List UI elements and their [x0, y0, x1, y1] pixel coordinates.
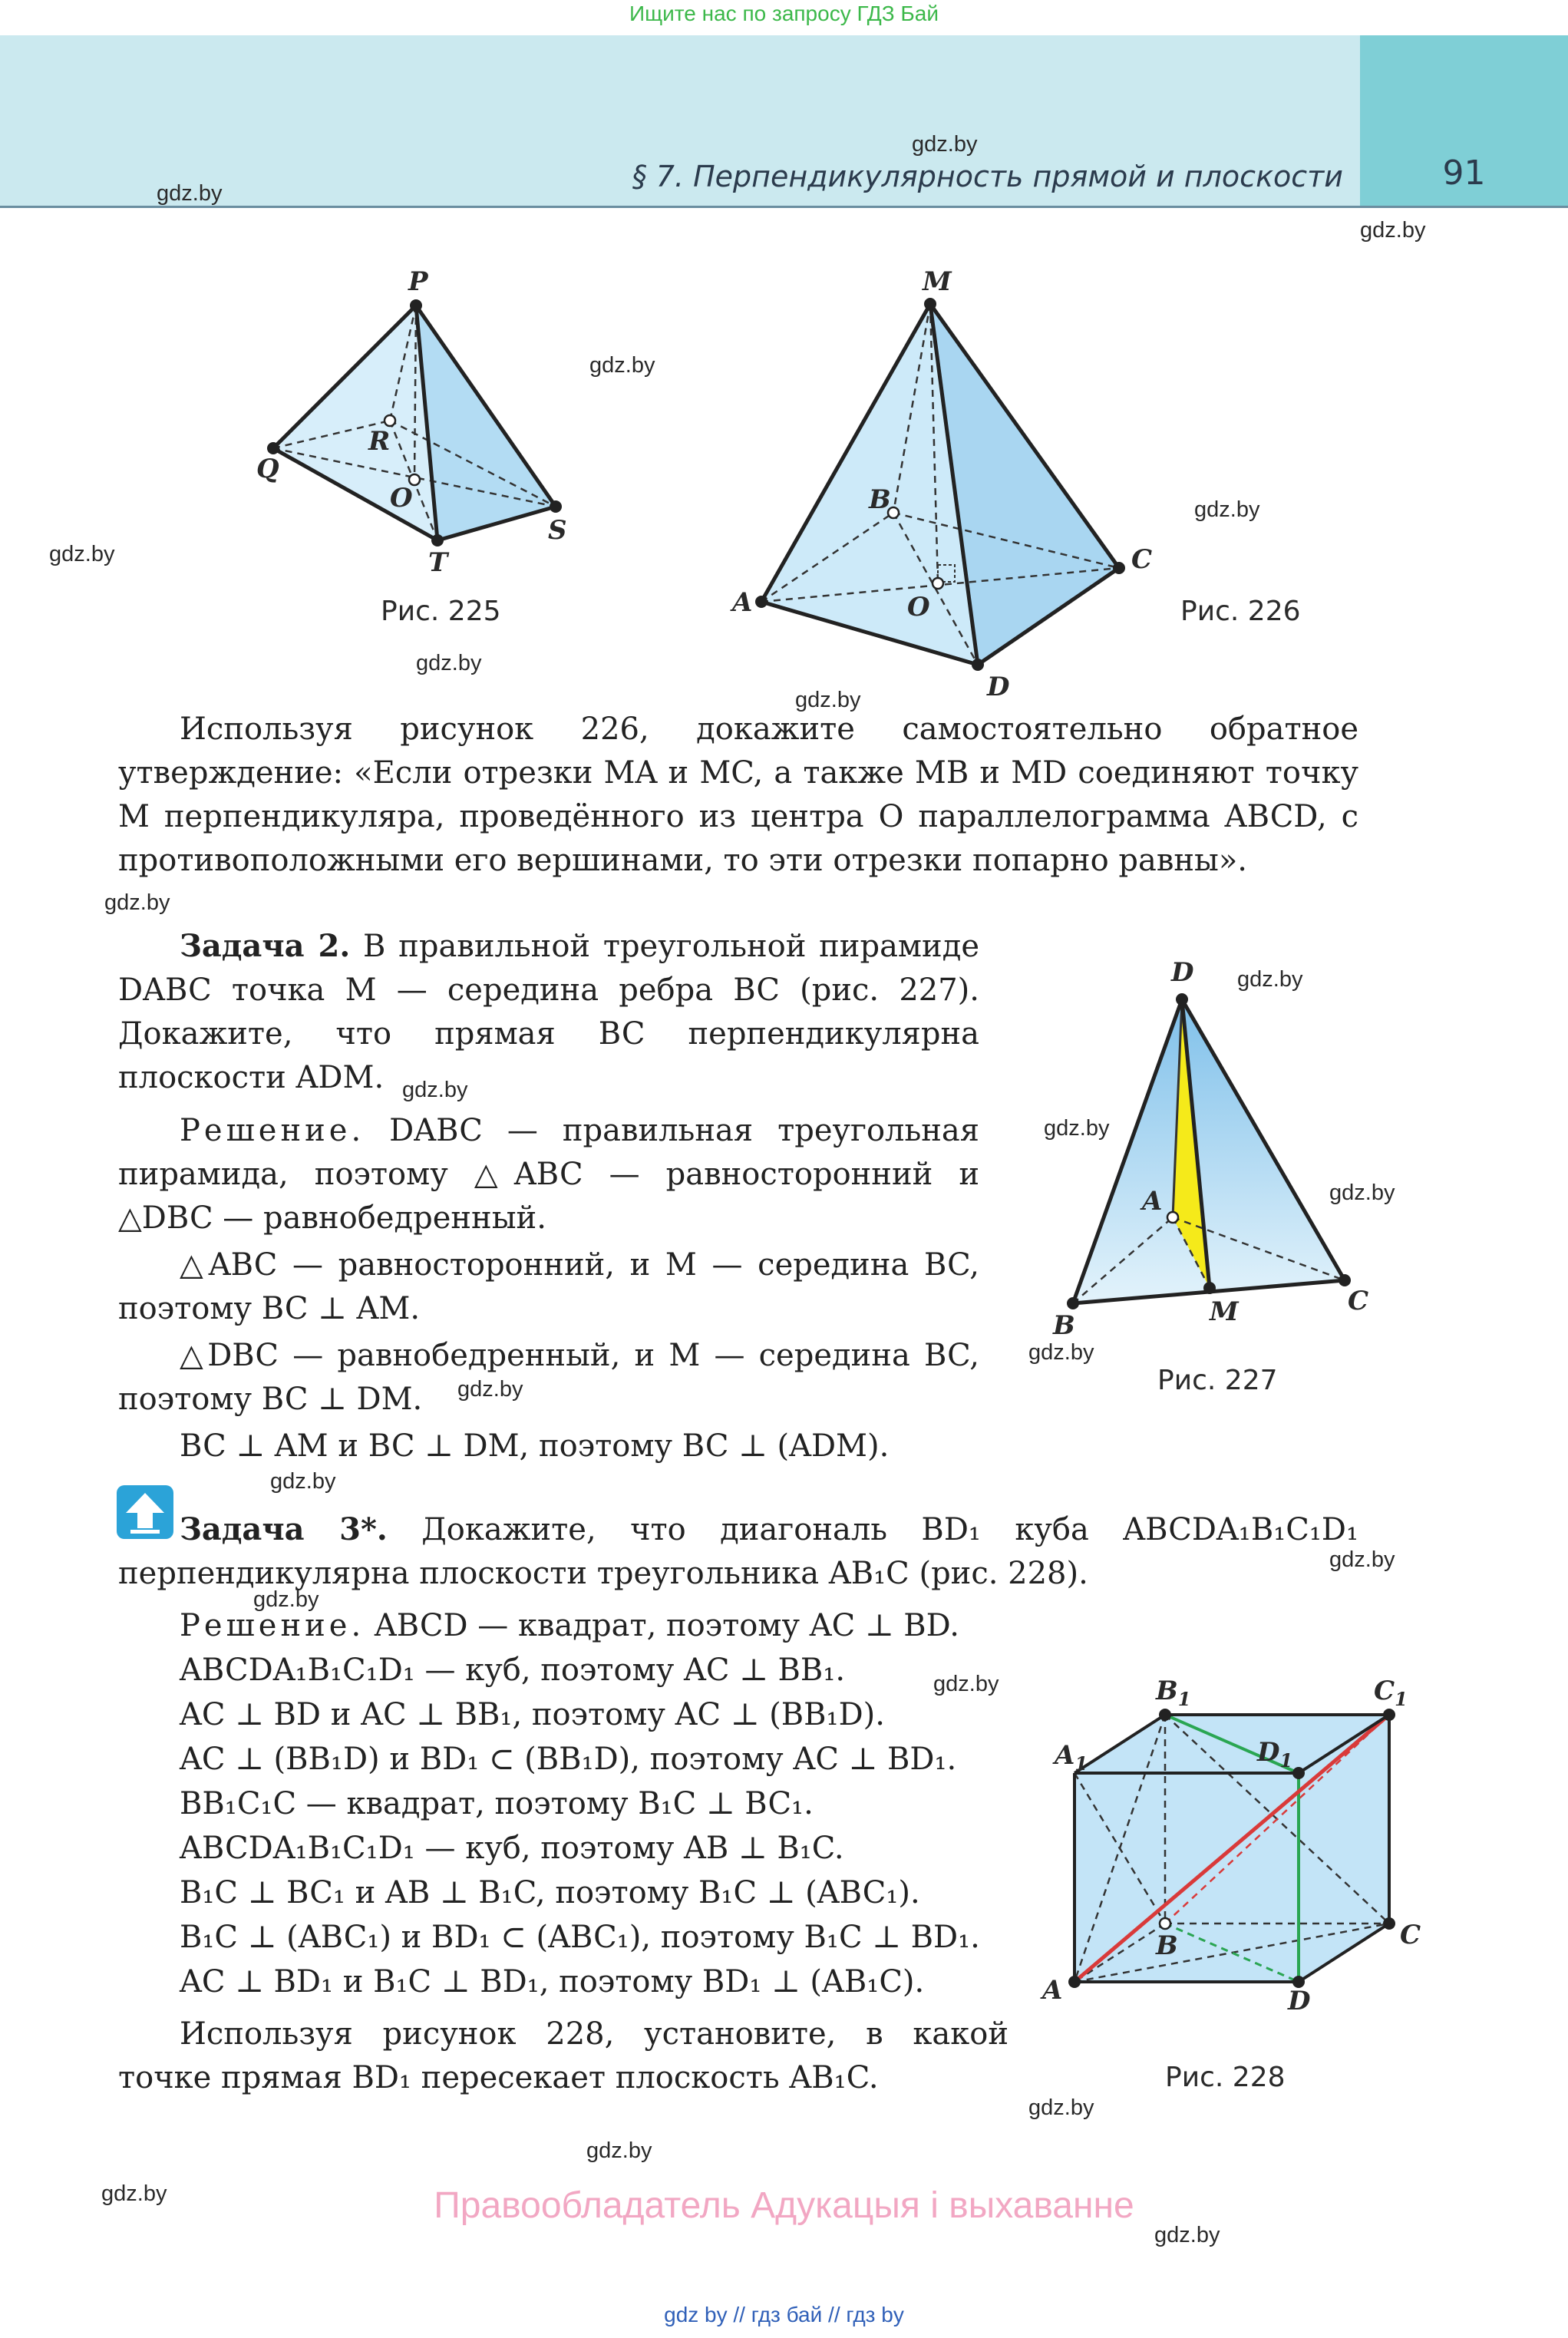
fig228-point-C [1383, 1917, 1395, 1930]
watermark: gdz.by [253, 1587, 319, 1612]
fig226-point-C [1113, 562, 1125, 574]
fig228-label-A1: $A_1$ [1055, 1740, 1088, 1775]
converse-paragraph [118, 708, 1358, 883]
fig226-point-D [972, 659, 984, 671]
fig228-caption: Рис. 228 [1165, 2062, 1286, 2093]
fig227-point-M [1203, 1282, 1216, 1294]
task3-heading: Задача 3*. [180, 1511, 388, 1547]
task3-final-text: Используя рисунок 228, установите, в какой точке прямая BD₁ пересекает плоскость AB₁C. [118, 2016, 1008, 2095]
fig227-label-D: D [1171, 959, 1194, 988]
fig228-label-C1: $C_1$ [1374, 1676, 1408, 1710]
fig227-point-A [1167, 1212, 1178, 1223]
watermark: gdz.by [1194, 497, 1260, 522]
fig226-point-O [933, 578, 943, 589]
fig228-label-D1: $D_1$ [1257, 1737, 1293, 1772]
task2-block [118, 924, 979, 1468]
fig225-label-O: O [390, 483, 413, 514]
fig228-label-A: A [1042, 1975, 1063, 2006]
fig225-point-T [431, 534, 444, 547]
watermark: gdz.by [416, 651, 482, 675]
task2-step-1: DABC — правильная треугольная пирамида, поэтому △ABC — равносторонний и △DBC — равнобедренный. [118, 1113, 979, 1236]
figure-227 [1044, 959, 1397, 1343]
task3-body: Докажите, что диагональ BD₁ куба ABCDA₁B₁C₁D₁ перпендикулярна плоскости треугольника AB₁C (рис. 228). [118, 1512, 1359, 1591]
task3-step-1: ABCD — квадрат, поэтому AC ⊥ BD. [374, 1608, 960, 1643]
fig228-point-D1 [1292, 1767, 1305, 1779]
figure-226 [721, 261, 1197, 706]
fig227-point-B [1067, 1297, 1079, 1309]
fig225-label-T: T [428, 547, 448, 578]
fig225-face-right [416, 305, 556, 540]
task2-solution-label: Решение. [180, 1113, 365, 1148]
watermark: gdz.by [270, 1469, 336, 1494]
watermark: gdz.by [589, 353, 655, 378]
fig226-label-C: C [1131, 544, 1153, 575]
fig226-label-B: B [869, 484, 891, 515]
fig227-caption: Рис. 227 [1157, 1365, 1278, 1396]
header-divider [0, 206, 1568, 208]
watermark: gdz.by [402, 1078, 468, 1102]
fig227-label-B: B [1053, 1310, 1075, 1341]
fig226-label-A: A [732, 587, 753, 618]
fig225-label-Q: Q [256, 454, 279, 484]
task2-step-2: △ABC — равносторонний, и M — середина BC, поэтому BC ⊥ AM. [118, 1247, 979, 1326]
task3-step-4: AC ⊥ (BB₁D) и BD₁ ⊂ (BB₁D), поэтому AC ⊥ BD₁. [180, 1742, 957, 1777]
task3-step-7: B₁C ⊥ BC₁ и AB ⊥ B₁C, поэтому B₁C ⊥ (ABC₁). [180, 1875, 920, 1910]
watermark: gdz.by [1329, 1181, 1395, 1205]
task3-final-question [118, 2013, 1008, 2100]
fig226-point-M [924, 298, 936, 310]
fig225-point-Q [267, 442, 279, 454]
footer-links[interactable]: gdz by // гдз бай // гдз by [664, 2303, 904, 2326]
task3-step-6: ABCDA₁B₁C₁D₁ — куб, поэтому AB ⊥ B₁C. [180, 1831, 844, 1866]
watermark: gdz.by [1329, 1547, 1395, 1572]
fig225-label-R: R [368, 426, 391, 457]
fig226-label-D: D [987, 672, 1010, 702]
fig228-point-B [1160, 1918, 1170, 1929]
fig228-point-A [1068, 1976, 1081, 1988]
watermark: gdz.by [1044, 1116, 1110, 1141]
task3-solution [118, 1604, 1016, 2004]
fig225-label-P: P [408, 266, 428, 297]
watermark: gdz.by [1028, 2095, 1094, 2120]
fig227-point-D [1176, 993, 1188, 1006]
task2-heading: Задача 2. [180, 928, 351, 964]
figure-228 [1036, 1666, 1435, 2019]
task2-step-4: BC ⊥ AM и BC ⊥ DM, поэтому BC ⊥ (ADM). [180, 1428, 890, 1464]
converse-text: Используя рисунок 226, докажите самостоятельно обратное утверждение: «Если отрезки MA и MC, а также MB и MD соединяют точку M перпендикуляра, проведённого из центра O параллелограмма ABCD, с противоположными его вершинами, то эти отрезки попарно равны». [118, 712, 1358, 878]
copyright-owner: Правообладатель Адукацыя і выхаванне [434, 2185, 1134, 2226]
watermark: gdz.by [104, 890, 170, 915]
fig227-label-A: A [1142, 1186, 1163, 1217]
fig228-label-C: C [1400, 1920, 1421, 1950]
task2-step-3: △DBC — равнобедренный, и M — середина BC, поэтому BC ⊥ DM. [118, 1338, 979, 1417]
task3-step-8: B₁C ⊥ (ABC₁) и BD₁ ⊂ (ABC₁), поэтому B₁C ⊥ BD₁. [180, 1920, 980, 1955]
fig227-label-C: C [1348, 1286, 1369, 1316]
fig227-point-C [1339, 1274, 1351, 1286]
fig228-label-B1: $B_1$ [1156, 1676, 1191, 1710]
page-number: 91 [1442, 154, 1486, 193]
fig225-caption: Рис. 225 [381, 596, 501, 627]
task3-block [118, 1507, 1358, 1596]
fig225-label-S: S [548, 515, 567, 546]
fig228-point-B1 [1159, 1709, 1171, 1721]
task3-step-2: ABCDA₁B₁C₁D₁ — куб, поэтому AC ⊥ BB₁. [180, 1653, 846, 1688]
task3-step-9: AC ⊥ BD₁ и B₁C ⊥ BD₁, поэтому BD₁ ⊥ (AB₁C). [180, 1964, 925, 2000]
fig228-label-B: B [1156, 1930, 1178, 1961]
watermark: gdz.by [1360, 218, 1426, 243]
fig226-point-A [755, 596, 767, 608]
watermark: gdz.by [1237, 967, 1303, 992]
watermark: gdz.by [912, 132, 978, 157]
fig228-label-D: D [1288, 1986, 1311, 2016]
task3-step-5: BB₁C₁C — квадрат, поэтому B₁C ⊥ BC₁. [180, 1786, 814, 1821]
fig226-label-O: O [907, 592, 930, 622]
fig226-caption: Рис. 226 [1180, 596, 1301, 627]
fig225-point-P [410, 299, 422, 312]
watermark: gdz.by [157, 181, 223, 206]
watermark: gdz.by [1154, 2223, 1220, 2247]
section-title: § 7. Перпендикулярность прямой и плоскости [632, 160, 1343, 193]
watermark: gdz.by [586, 2138, 652, 2163]
watermark: gdz.by [101, 2181, 167, 2206]
fig225-point-S [550, 500, 562, 513]
top-search-link[interactable]: Ищите нас по запросу ГДЗ Бай [629, 2, 939, 25]
watermark: gdz.by [795, 688, 861, 712]
task2-body: В правильной треугольной пирамиде DABC точка M — середина ребра BC (рис. 227). Докажите, что прямая BC перпендикулярна плоскости ADM. [118, 929, 979, 1095]
watermark: gdz.by [49, 542, 115, 566]
watermark: gdz.by [1028, 1340, 1094, 1365]
task3-solution-label: Решение. [180, 1608, 365, 1643]
fig228-point-C1 [1383, 1709, 1395, 1721]
watermark: gdz.by [457, 1377, 523, 1402]
fig226-label-M: M [923, 266, 952, 297]
task3-step-3: AC ⊥ BD и AC ⊥ BB₁, поэтому AC ⊥ (BB₁D). [180, 1697, 885, 1732]
fig227-label-M: M [1210, 1296, 1239, 1327]
figure-225 [230, 261, 599, 583]
watermark: gdz.by [933, 1672, 999, 1696]
fig225-point-R [385, 415, 395, 426]
